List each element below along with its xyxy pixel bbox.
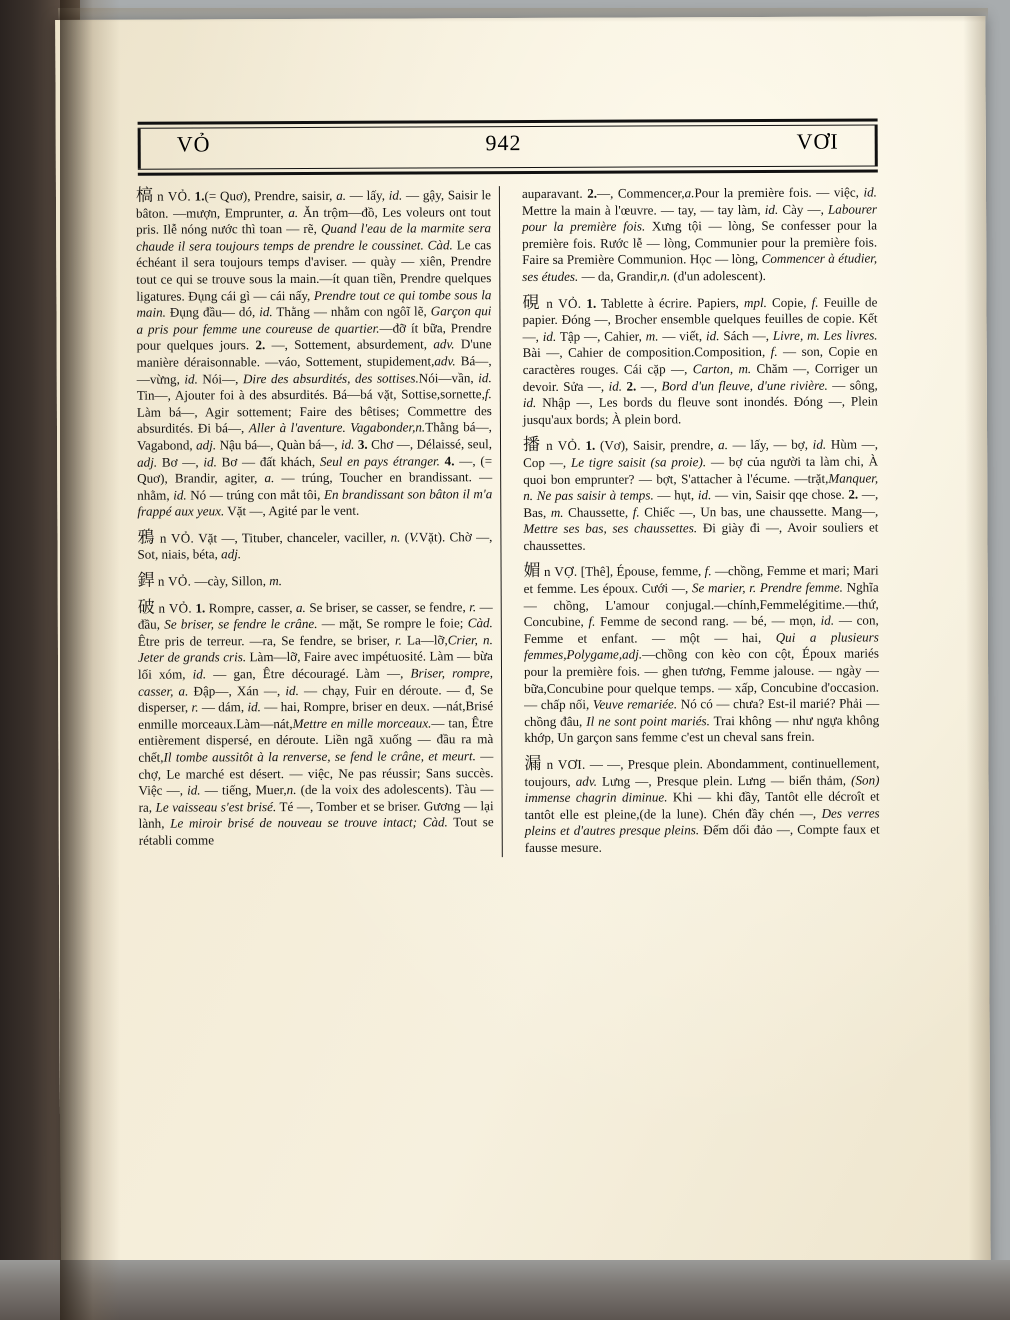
entry-headword: n VỎ.	[546, 438, 581, 454]
dictionary-entry	[137, 528, 492, 564]
column-left	[128, 186, 503, 858]
han-character: 漏	[524, 753, 543, 775]
han-character: 鴉	[137, 527, 156, 548]
dictionary-entry	[524, 754, 879, 856]
han-character: 槁	[135, 185, 154, 206]
entry-body: —cày, Sillon, m.	[194, 573, 283, 589]
entry-headword: n VỎ.	[157, 188, 191, 204]
entry-headword: n VỢ.	[544, 564, 578, 580]
entry-body: Vặt —, Tituber, chanceler, vaciller, n. (V.Vặt). Chờ —, Sot, niais, béta, adj.	[137, 529, 493, 563]
column-right	[500, 184, 888, 856]
page-number: 942	[485, 130, 522, 156]
dictionary-entry	[522, 293, 878, 428]
book-cover-bottom	[0, 1260, 1010, 1320]
text-columns	[128, 184, 891, 858]
han-character: 銲	[137, 570, 155, 591]
entry-headword: n VỎ.	[157, 573, 192, 589]
dictionary-entry	[138, 571, 493, 590]
entry-body: auparavant. 2.—, Commencer,a.Pour la première fois. — việc, id. Mettre la main à l'œuvre. — tay, — tay làm, id. Cày —, Labourer pour la première fois. Xưng tội — lòng, Se confesser pour la première fois. Rước lễ — lòng, Communier pour la première fois. Faire sa Première Communion. Học — lòng, Commencer à étudier, ses études. — da, Grandir,n. (d'un adolescent).	[521, 184, 878, 284]
dictionary-entry	[523, 436, 879, 555]
entry-body: 1. (Vơ), Saisir, prendre, a. — lấy, — bợ, id. Hùm —, Cop —, Le tigre saisit (sa proie). — bợ của người ta làm chi, À quoi bon emprunter? — bợt, S'attacher à l'écume. —trặt,Manquer, n. Ne pas saisir à temps. — hụt, id. — vin, Saisir qqe chose. 2. —, Bas, m. Chaussette, f. Chiếc —, Un bas, une chaussette. Mang—, Mettre ses bas, ses chaussettes. Đi giày đi —, Avoir souliers et chaussettes.	[523, 436, 879, 553]
dictionary-entry	[136, 186, 492, 520]
han-character: 播	[522, 435, 542, 456]
entry-continuation	[522, 184, 877, 285]
han-character: 媚	[523, 561, 541, 582]
entry-headword: n VƠI.	[546, 756, 586, 772]
dictionary-entry	[524, 562, 880, 747]
page-top-edge	[58, 8, 988, 22]
entry-body: 1. Tablette à écrire. Papiers, mpl. Copie, f. Feuille de papier. Đóng —, Brocher ensemble quelques feuilles de copie. Kết —, id. Tập —, Cahier, m. — viết, id. Sách —, Livre, m. Les livres. Bài —, Cahier de composition.Composition, f. — son, Copie en caractères rouges. Cái cặp —, Carton, m. Chăm —, Corriger un devoir. Sửa —, id. 2. —, Bord d'un fleuve, d'une rivière. — sông, id. Nhập —, Les bords du fleuve sont inondés. Đóng —, Plein jusqu'aux bords; À plein bord.	[522, 294, 878, 427]
entry-body: 1. Rompre, casser, a. Se briser, se casser, se fendre, r. — đầu, Se briser, se fendre le crâne. — mặt, Se rompre le foie; Càd. Être pris de terreur. —ra, Se fendre, se briser, r. La—lỡ,Crier, n. Jeter de grands cris. Làm—lỡ, Faire avec impétuosité. Làm — bừa lối xóm, id. — gan, Être découragé. Làm —, Briser, rompre, casser, a. Đập—, Xán —, id. — chạy, Fuir en déroute. — đ, Se disperser, r. — dám, id. — hai, Rompre, briser en deux. —nát,Brisé enmille morceaux.Làm—nát,Mettre en mille morceaux.— tan, Être entièrement dispersé, en déroute. Liền ngã xuống — đầu ra mà chết,Il tombe aussitôt à la renverse, se fend le crâne, et meurt. — chợ, Le marché est désert. — việc, Ne pas réussir; Sans succès. Việc —, id. — tiếng, Muer,n. (de la voix des adolescents). Tàu — ra, Le vaisseau s'est brisé. Té —, Tomber et se briser. Gương — lại lành, Le miroir brisé de nouveau se trouve intact; Càd. Tout se rétabli comme	[137, 598, 494, 848]
entry-headword: n VỎ.	[158, 600, 192, 616]
entry-body: 1.(= Quơ), Prendre, saisir, a. — lấy, id. — gậy, Saisir le bâton. —mượn, Emprunter, a. Ăn trộm—đồ, Les voleurs ont tout pris. Ilễ nóng nước thì toan — rẽ, Quand l'eau de la marmite sera chaude il sera toujours temps de prendre le coussinet. Càd. Le cas échéant il sera toujours temps d'aviser. — quày — xiên, Prendre tout ce qui se trouve sous la main.—ít quan tiền, Prendre quelques ligatures. Đụng cái gì — cái nấy, Prendre tout ce qui tombe sous la main. Đụng đầu— dó, id. Thằng — nhằm con ngôĩ lẽ, Garçon qui a pris pour femme une coureuse de quartier.—đỡ ít bữa, Prendre pour quelques jours. 2. —, Sottement, absurdement, adv. D'une manière déraisonnable. —váo, Sottement, stupidement,adv. Bá—, —vừng, id. Nói—, Dire des absurdités, des sottises.Nói—vần, id. Tin—, Ajouter foi à des absurdités. Bá—bá vặt, Sottise,sornette,f. Làm bá—, Agir sottement; Faire des bêtises; Commettre des absurdités. Đi bá—, Aller à l'aventure. Vagabonder,n.Thằng bá—, Vagabond, adj. Nậu bá—, Quàn bá—, id. 3. Chơ —, Délaissé, seul, adj. Bơ —, id. Bơ — đất khách, Seul en pays étranger. 4. —, (= Quơ), Brandir, agiter, a. — trúng, Toucher en brandissant. — nhằm, id. Nó — trúng con mắt tôi, En brandissant son bâton il m'a frappé aux yeux. Vặt —, Agité par le vent.	[135, 187, 493, 519]
dictionary-entry	[138, 598, 494, 849]
entry-body: — —, Presque plein. Abondamment, continuellement, toujours, adv. Lưng —, Presque plein. Lưng — biển thảm, (Son) immense chagrin diminue. Khi — khi đầy, Tantôt elle décroît et tantôt elle est pleine,(de la lune). Chén đầy chén —, Des verres pleins et d'autres presque pleins. Đếm dối đảo —, Compte faux et fausse mesure.	[524, 755, 880, 855]
entry-headword: n VỎ.	[546, 295, 582, 311]
han-character: 破	[137, 597, 156, 618]
entry-body: [Thê], Épouse, femme, f. —chồng, Femme et mari; Mari et femme. Les époux. Cưới —, Se marier, r. Prendre femme. Nghĩa — chồng, L'amour conjugal.—chính,Femmelégitime.—thứ, Concubine, f. Femme de second rang. — bé, — mọn, id. — con, Femme et enfant. — một — hai, Qui a plusieurs femmes,Polygame,adj.—chồng con kèo con cột, Époux mariés pour la première fois. — ghen tương, Femme jalouse. — ngày —bữa,Concubine pour quelque temps. — xấp, Concubine d'occasion. — chấp nối, Veuve remariée. Nó có — chưa? Est-il marié? Phải — chồng đâu, Il ne sont point mariés. Trai không — như ngựa không khớp, Un garçon sans femme c'est un cheval sans frein.	[523, 562, 880, 746]
running-head-right: VƠI	[796, 128, 839, 154]
entry-headword: n VỎ.	[159, 530, 195, 546]
running-head-left: VỎ	[176, 131, 211, 157]
page-content	[128, 118, 933, 1221]
page-header	[138, 125, 878, 168]
han-character: 硯	[522, 292, 542, 313]
